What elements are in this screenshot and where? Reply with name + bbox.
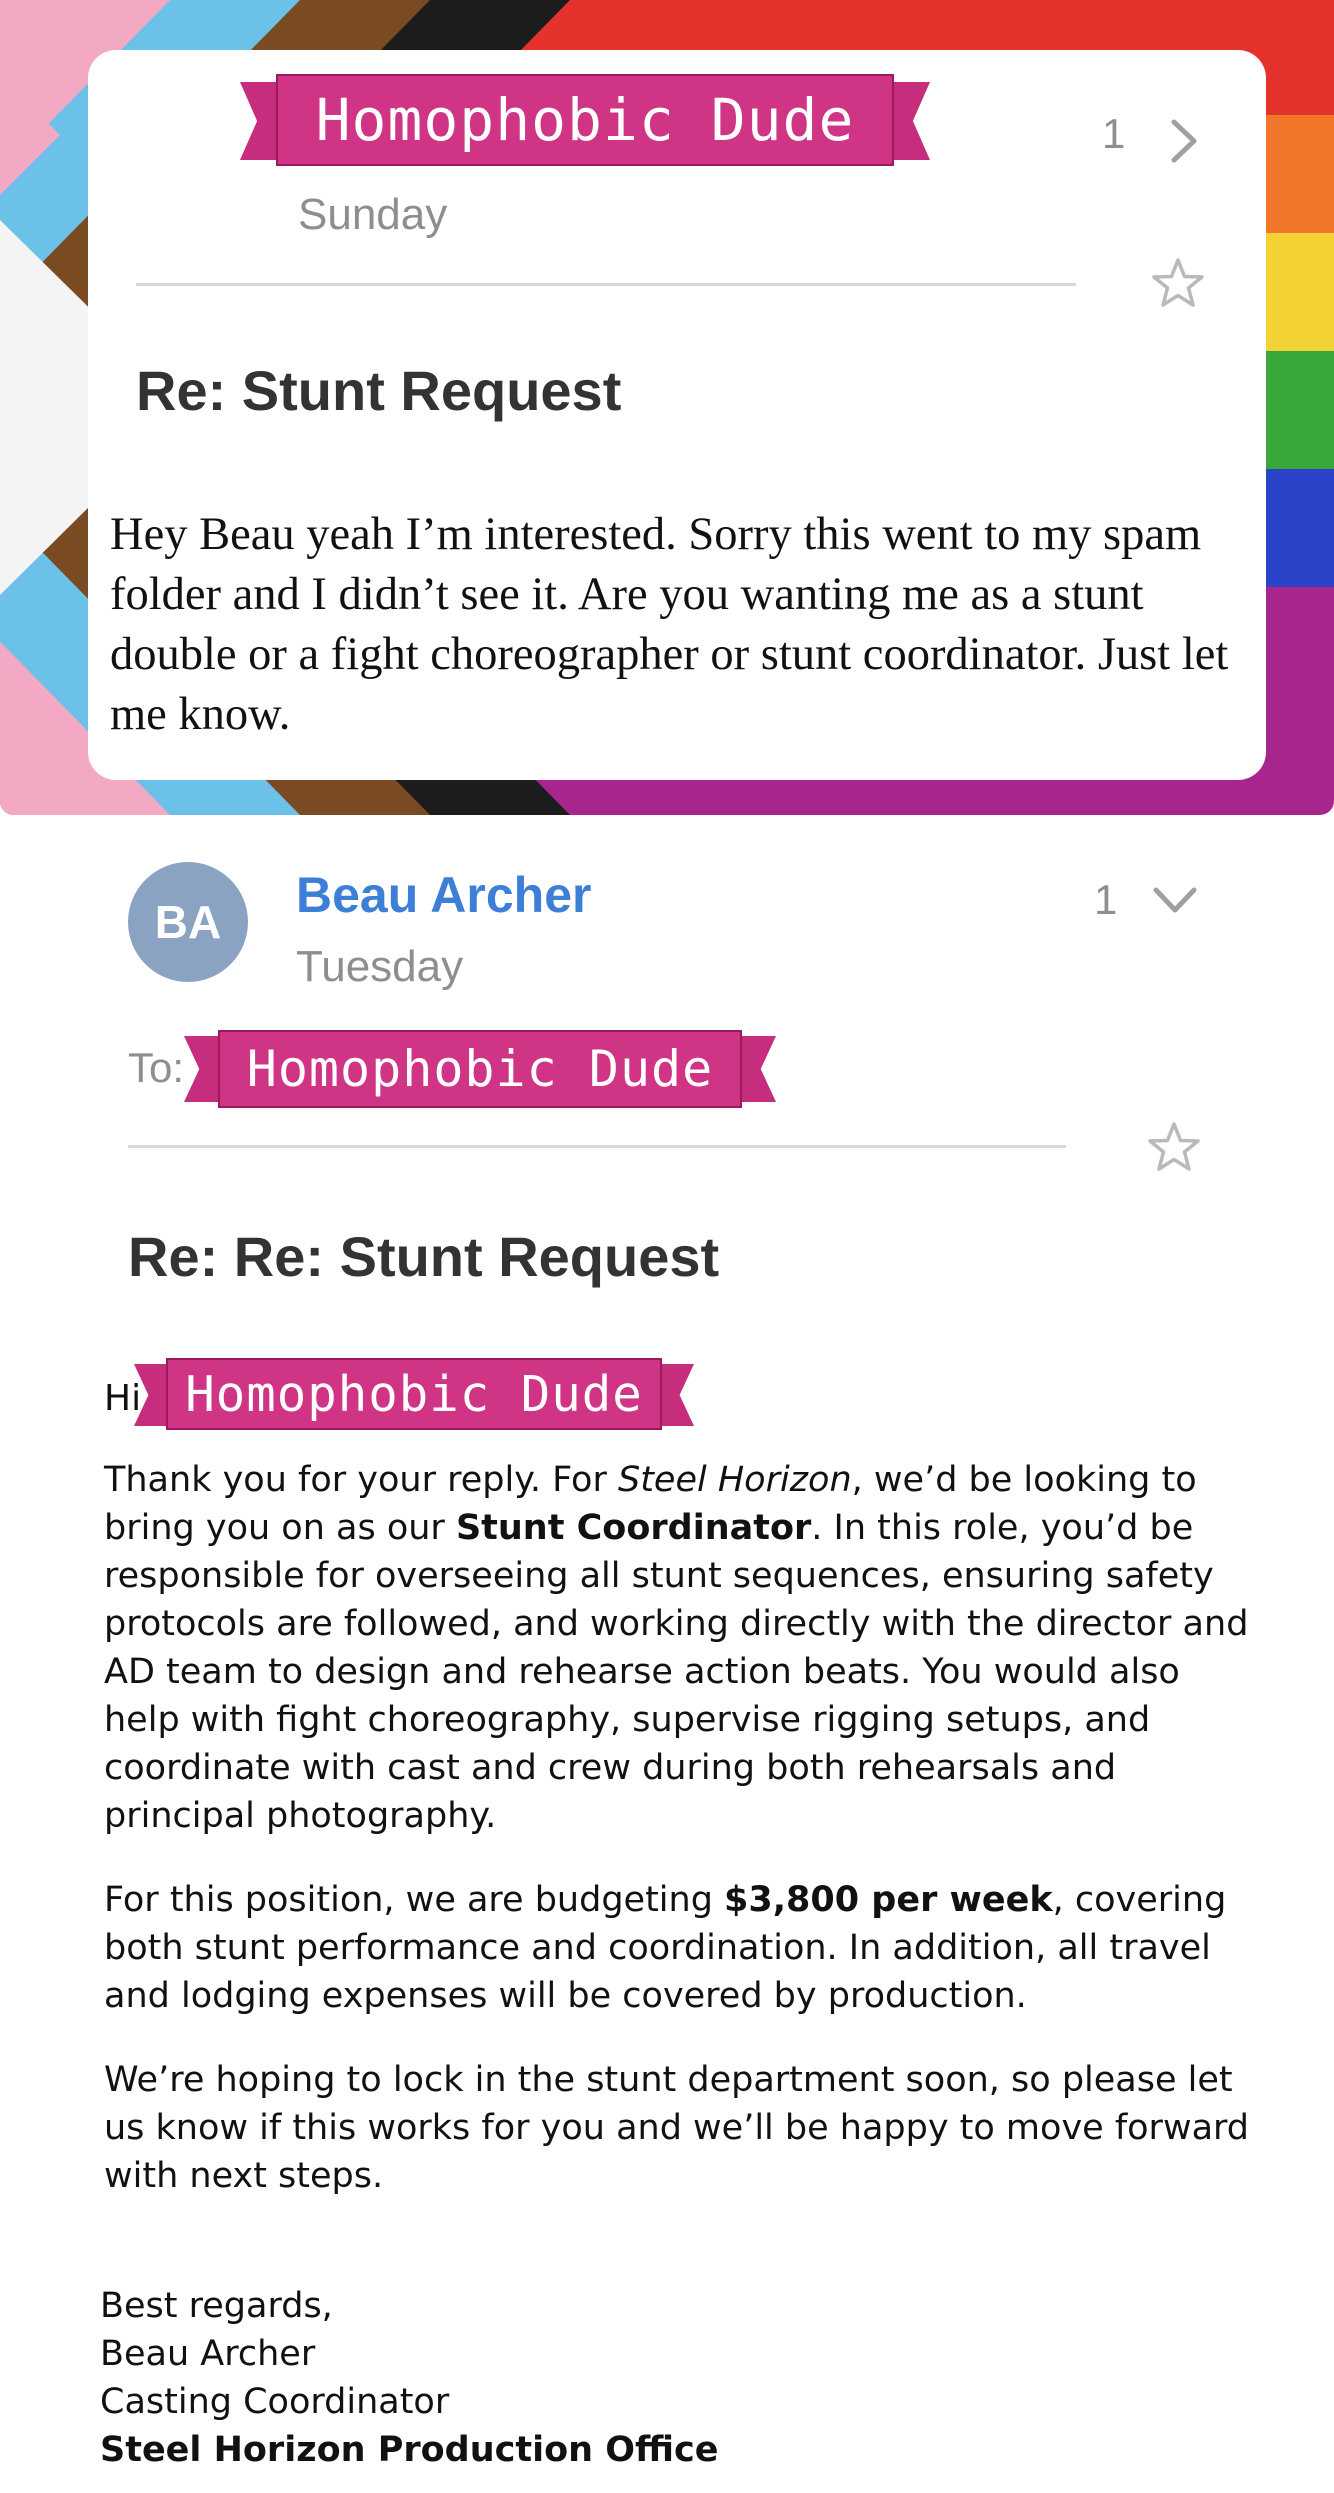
message-date: Tuesday xyxy=(296,942,464,991)
redaction-banner xyxy=(240,74,930,170)
redaction-banner xyxy=(134,1358,694,1434)
redacted-recipient-name: Homophobic Dude xyxy=(218,1030,742,1108)
signature-closing: Best regards, xyxy=(100,2286,333,2326)
message-body xyxy=(104,1456,1254,2236)
chevron-right-icon[interactable] xyxy=(1164,116,1204,166)
redacted-greeting-name: Homophobic Dude xyxy=(166,1358,662,1430)
film-title: Steel Horizon xyxy=(617,1460,852,1500)
greeting: Hi xyxy=(104,1378,142,1419)
header-divider xyxy=(128,1145,1066,1148)
signature-name: Beau Archer xyxy=(100,2334,316,2374)
thread-count: 1 xyxy=(1094,876,1118,923)
star-icon[interactable] xyxy=(1150,256,1206,312)
signature xyxy=(100,2282,719,2474)
chevron-down-icon[interactable] xyxy=(1150,880,1200,920)
message-card-1 xyxy=(88,50,1266,780)
message-date: Sunday xyxy=(298,190,448,239)
message-body: Hey Beau yeah I’m interested. Sorry this went to my spam folder and I didn’t see it. Are you wanting me as a stunt double or a fight choreographer or stunt coordinator. Just let me know. xyxy=(110,509,1229,740)
thread-count: 1 xyxy=(1102,110,1126,157)
role-title: Stunt Coordinator xyxy=(455,1508,812,1548)
message-subject: Re: Re: Stunt Request xyxy=(128,1225,720,1288)
signature-office: Steel Horizon Production Office xyxy=(100,2430,719,2470)
to-label: To: xyxy=(128,1044,185,1091)
weekly-rate: $3,800 per week xyxy=(724,1880,1053,1920)
star-icon[interactable] xyxy=(1146,1120,1202,1176)
redaction-banner xyxy=(184,1030,776,1112)
redacted-sender-name: Homophobic Dude xyxy=(276,74,894,166)
signature-title: Casting Coordinator xyxy=(100,2382,450,2422)
paragraph-budget: For this position, we are budgeting $3,800 per week, covering both stunt performance and coordination. In addition, all travel and lodging expenses will be covered by production. xyxy=(104,1880,1227,2016)
paragraph-role: Thank you for your reply. For Steel Horizon, we’d be looking to bring you on as our Stunt Coordinator. In this role, you’d be responsible for overseeing all stunt sequences, ensuring safety protocols are followed, and working directly with the director and AD team to design and rehearse action beats. You would also help with fight choreography, supervise rigging setups, and coordinate with cast and crew during both rehearsals and principal photography. xyxy=(104,1460,1249,1836)
avatar: BA xyxy=(128,862,248,982)
header-divider xyxy=(136,283,1076,286)
sender-name[interactable]: Beau Archer xyxy=(296,867,592,923)
message-subject: Re: Stunt Request xyxy=(136,359,622,422)
paragraph-next-steps: We’re hoping to lock in the stunt department soon, so please let us know if this works for you and we’ll be happy to move forward with next steps. xyxy=(104,2060,1250,2196)
